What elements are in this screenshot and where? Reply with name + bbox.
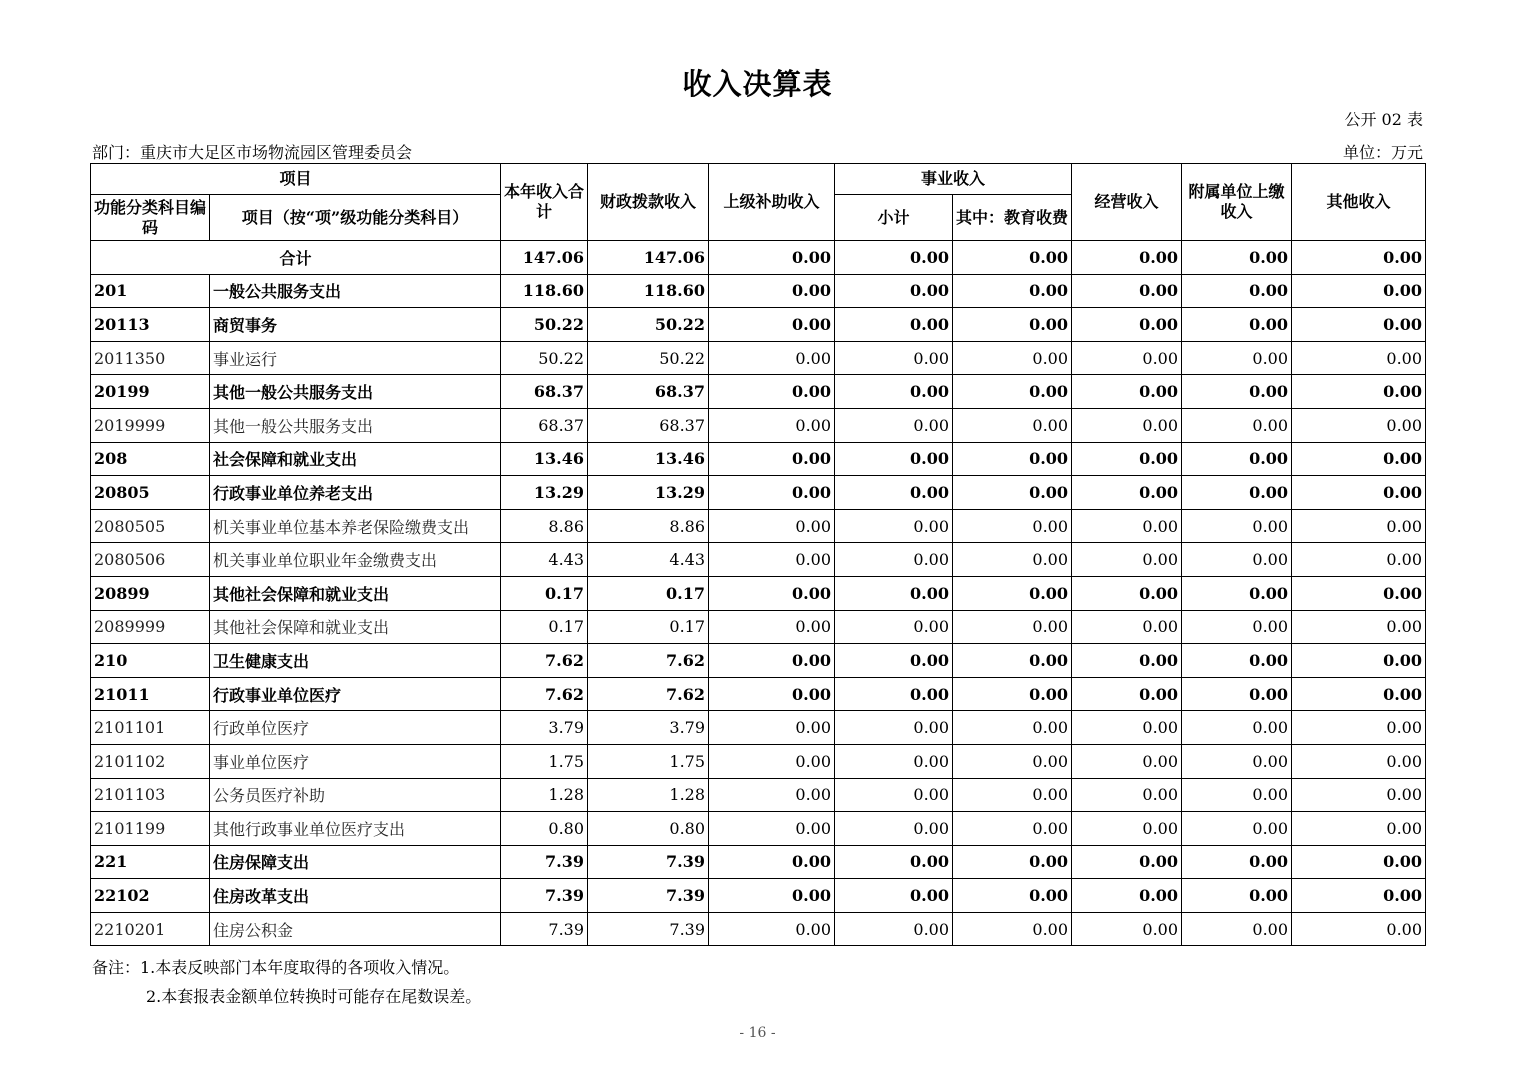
table-row (91, 509, 1426, 543)
row-value: 0.00 (1292, 442, 1426, 476)
row-code: 22102 (91, 879, 210, 913)
row-value: 0.00 (953, 274, 1072, 308)
row-value: 1.28 (588, 778, 709, 812)
table-body (91, 241, 1426, 946)
row-value: 0.00 (709, 778, 835, 812)
table-row (91, 845, 1426, 879)
row-value: 0.00 (1292, 744, 1426, 778)
row-value: 0.00 (835, 677, 953, 711)
row-value: 0.00 (1072, 543, 1182, 577)
row-value: 7.39 (501, 912, 588, 946)
total-cell: 0.00 (709, 241, 835, 275)
row-value: 0.00 (835, 576, 953, 610)
row-value: 0.00 (835, 845, 953, 879)
row-code: 2210201 (91, 912, 210, 946)
row-name: 机关事业单位职业年金缴费支出 (210, 543, 501, 577)
row-value: 68.37 (501, 375, 588, 409)
row-value: 0.00 (953, 778, 1072, 812)
row-value: 0.00 (1292, 576, 1426, 610)
row-value: 0.00 (709, 375, 835, 409)
row-value: 3.79 (501, 711, 588, 745)
row-value: 0.00 (1072, 845, 1182, 879)
row-code: 2011350 (91, 341, 210, 375)
row-name: 卫生健康支出 (210, 644, 501, 678)
header-business: 事业收入 (835, 164, 1072, 195)
form-number: 公开 02 表 (1344, 110, 1423, 129)
row-value: 0.00 (1072, 879, 1182, 913)
header-fiscal: 财政拨款收入 (588, 164, 709, 241)
row-value: 0.00 (835, 341, 953, 375)
row-value: 0.00 (835, 509, 953, 543)
row-value: 0.80 (588, 812, 709, 846)
row-value: 0.00 (953, 341, 1072, 375)
row-value: 0.00 (1292, 711, 1426, 745)
row-value: 68.37 (588, 375, 709, 409)
row-code: 21011 (91, 677, 210, 711)
row-value: 0.00 (1292, 476, 1426, 510)
row-value: 13.46 (501, 442, 588, 476)
row-value: 0.00 (835, 744, 953, 778)
row-code: 20199 (91, 375, 210, 409)
row-code: 2101103 (91, 778, 210, 812)
row-code: 2089999 (91, 610, 210, 644)
row-value: 0.00 (953, 744, 1072, 778)
row-value: 50.22 (588, 308, 709, 342)
row-value: 0.00 (1072, 711, 1182, 745)
row-code: 210 (91, 644, 210, 678)
row-name: 住房公积金 (210, 912, 501, 946)
table-row (91, 408, 1426, 442)
row-value: 0.00 (953, 845, 1072, 879)
row-value: 0.00 (709, 744, 835, 778)
row-value: 0.00 (1182, 845, 1292, 879)
row-code: 20805 (91, 476, 210, 510)
table-row (91, 274, 1426, 308)
row-value: 0.00 (1072, 408, 1182, 442)
row-value: 0.00 (709, 509, 835, 543)
row-value: 0.00 (1182, 408, 1292, 442)
row-value: 7.62 (501, 677, 588, 711)
row-name: 社会保障和就业支出 (210, 442, 501, 476)
row-value: 0.00 (1292, 408, 1426, 442)
row-value: 0.00 (1292, 610, 1426, 644)
row-value: 0.00 (1072, 576, 1182, 610)
row-value: 0.00 (1072, 644, 1182, 678)
table-row (91, 610, 1426, 644)
row-value: 0.00 (1292, 812, 1426, 846)
row-value: 0.00 (709, 442, 835, 476)
table-row (91, 677, 1426, 711)
row-name: 一般公共服务支出 (210, 274, 501, 308)
total-cell: 0.00 (953, 241, 1072, 275)
page-number: - 16 - (739, 1025, 776, 1041)
row-name: 行政单位医疗 (210, 711, 501, 745)
row-value: 0.00 (1182, 912, 1292, 946)
row-value: 0.00 (1072, 744, 1182, 778)
row-value: 0.00 (1292, 543, 1426, 577)
row-value: 0.00 (709, 274, 835, 308)
row-value: 0.00 (1182, 778, 1292, 812)
row-value: 0.00 (953, 644, 1072, 678)
row-value: 0.00 (1072, 375, 1182, 409)
row-value: 0.00 (709, 543, 835, 577)
header-item: 项目 (91, 164, 501, 195)
total-cell: 147.06 (501, 241, 588, 275)
row-value: 0.17 (501, 610, 588, 644)
row-value: 0.00 (835, 543, 953, 577)
row-value: 0.00 (835, 912, 953, 946)
page-title: 收入决算表 (682, 67, 833, 101)
header-code: 功能分类科目编码 (91, 195, 210, 241)
row-name: 住房保障支出 (210, 845, 501, 879)
table-row (91, 308, 1426, 342)
row-value: 0.00 (1072, 812, 1182, 846)
row-code: 2080505 (91, 509, 210, 543)
row-value: 0.00 (835, 610, 953, 644)
table-row (91, 812, 1426, 846)
row-code: 20113 (91, 308, 210, 342)
table-row (91, 912, 1426, 946)
row-value: 0.17 (588, 576, 709, 610)
row-value: 50.22 (588, 341, 709, 375)
row-value: 50.22 (501, 308, 588, 342)
row-value: 0.00 (1292, 677, 1426, 711)
row-value: 13.29 (501, 476, 588, 510)
row-value: 0.00 (1182, 644, 1292, 678)
row-value: 7.62 (588, 677, 709, 711)
row-name: 公务员医疗补助 (210, 778, 501, 812)
row-value: 0.00 (1072, 778, 1182, 812)
row-value: 0.00 (1072, 308, 1182, 342)
row-value: 4.43 (588, 543, 709, 577)
row-value: 0.00 (1292, 778, 1426, 812)
row-value: 0.00 (953, 543, 1072, 577)
row-value: 0.00 (709, 912, 835, 946)
row-value: 8.86 (501, 509, 588, 543)
row-value: 1.75 (588, 744, 709, 778)
income-table (90, 163, 1426, 946)
row-value: 0.17 (588, 610, 709, 644)
note-1: 备注：1.本表反映部门本年度取得的各项收入情况。 (92, 958, 460, 977)
row-value: 0.00 (953, 476, 1072, 510)
row-value: 0.00 (1292, 308, 1426, 342)
table-row (91, 341, 1426, 375)
table-row (91, 576, 1426, 610)
row-value: 0.00 (709, 476, 835, 510)
row-value: 0.00 (1292, 509, 1426, 543)
total-label: 合计 (91, 241, 501, 275)
table-row (91, 744, 1426, 778)
row-value: 0.00 (709, 711, 835, 745)
row-value: 0.00 (835, 812, 953, 846)
row-value: 0.00 (953, 912, 1072, 946)
row-value: 0.00 (1182, 442, 1292, 476)
row-value: 68.37 (501, 408, 588, 442)
row-value: 118.60 (501, 274, 588, 308)
table-row (91, 879, 1426, 913)
row-value: 0.00 (709, 308, 835, 342)
unit-label: 单位：万元 (1342, 143, 1423, 162)
row-value: 7.39 (501, 845, 588, 879)
total-cell: 0.00 (835, 241, 953, 275)
row-value: 0.00 (953, 812, 1072, 846)
row-value: 0.00 (1292, 912, 1426, 946)
row-value: 0.00 (709, 812, 835, 846)
row-value: 0.00 (1292, 845, 1426, 879)
row-value: 0.00 (1182, 576, 1292, 610)
department-label: 部门：重庆市大足区市场物流园区管理委员会 (92, 143, 413, 162)
row-value: 0.00 (1182, 543, 1292, 577)
table-row (91, 711, 1426, 745)
row-value: 0.00 (835, 879, 953, 913)
row-value: 1.75 (501, 744, 588, 778)
row-value: 68.37 (588, 408, 709, 442)
row-value: 0.00 (953, 442, 1072, 476)
row-value: 13.46 (588, 442, 709, 476)
row-value: 8.86 (588, 509, 709, 543)
total-cell: 147.06 (588, 241, 709, 275)
header-upper-subsidy: 上级补助收入 (709, 164, 835, 241)
row-value: 0.00 (1182, 476, 1292, 510)
row-value: 0.00 (835, 408, 953, 442)
row-name: 其他社会保障和就业支出 (210, 576, 501, 610)
row-value: 1.28 (501, 778, 588, 812)
row-value: 0.00 (1182, 610, 1292, 644)
row-value: 0.00 (1072, 912, 1182, 946)
row-value: 0.00 (1292, 341, 1426, 375)
header-total: 本年收入合计 (501, 164, 588, 241)
row-value: 0.00 (1292, 879, 1426, 913)
row-value: 0.00 (1072, 274, 1182, 308)
row-value: 0.00 (835, 442, 953, 476)
row-name: 住房改革支出 (210, 879, 501, 913)
row-code: 2101199 (91, 812, 210, 846)
row-value: 118.60 (588, 274, 709, 308)
header-item-name: 项目（按“项”级功能分类科目） (210, 195, 501, 241)
row-name: 其他行政事业单位医疗支出 (210, 812, 501, 846)
row-value: 0.17 (501, 576, 588, 610)
row-value: 0.00 (835, 644, 953, 678)
row-code: 201 (91, 274, 210, 308)
row-value: 0.00 (709, 845, 835, 879)
row-name: 行政事业单位医疗 (210, 677, 501, 711)
total-row (91, 241, 1426, 275)
note-2: 2.本套报表金额单位转换时可能存在尾数误差。 (146, 987, 482, 1006)
row-name: 商贸事务 (210, 308, 501, 342)
row-value: 0.00 (953, 408, 1072, 442)
row-value: 7.62 (501, 644, 588, 678)
row-value: 13.29 (588, 476, 709, 510)
table-row (91, 644, 1426, 678)
row-value: 0.00 (1182, 274, 1292, 308)
row-value: 0.00 (953, 677, 1072, 711)
row-value: 0.00 (835, 711, 953, 745)
header-subtotal: 小计 (835, 195, 953, 241)
header-other: 其他收入 (1292, 164, 1426, 241)
row-code: 20899 (91, 576, 210, 610)
row-value: 0.00 (835, 308, 953, 342)
row-value: 0.00 (709, 677, 835, 711)
row-value: 0.00 (1072, 677, 1182, 711)
row-value: 0.00 (1072, 442, 1182, 476)
row-value: 0.00 (1072, 610, 1182, 644)
row-value: 0.00 (1182, 711, 1292, 745)
row-value: 0.00 (1292, 375, 1426, 409)
row-value: 0.00 (953, 308, 1072, 342)
row-value: 0.00 (953, 610, 1072, 644)
row-value: 0.00 (1072, 509, 1182, 543)
row-value: 0.00 (953, 375, 1072, 409)
total-cell: 0.00 (1182, 241, 1292, 275)
row-name: 其他一般公共服务支出 (210, 408, 501, 442)
row-value: 0.00 (953, 509, 1072, 543)
row-value: 0.00 (953, 711, 1072, 745)
row-value: 0.00 (835, 375, 953, 409)
header-education: 其中：教育收费 (953, 195, 1072, 241)
row-value: 7.39 (588, 912, 709, 946)
row-value: 7.39 (501, 879, 588, 913)
row-name: 机关事业单位基本养老保险缴费支出 (210, 509, 501, 543)
row-value: 0.00 (1182, 308, 1292, 342)
total-cell: 0.00 (1292, 241, 1426, 275)
total-cell: 0.00 (1072, 241, 1182, 275)
row-value: 0.00 (1292, 274, 1426, 308)
row-value: 0.00 (709, 341, 835, 375)
row-code: 2101101 (91, 711, 210, 745)
row-value: 0.00 (709, 879, 835, 913)
row-value: 7.39 (588, 879, 709, 913)
row-value: 0.00 (1292, 644, 1426, 678)
row-value: 0.00 (1182, 744, 1292, 778)
row-value: 0.00 (1072, 341, 1182, 375)
row-code: 208 (91, 442, 210, 476)
row-value: 0.00 (1182, 879, 1292, 913)
row-value: 7.62 (588, 644, 709, 678)
row-value: 50.22 (501, 341, 588, 375)
row-value: 0.00 (1182, 375, 1292, 409)
header-affiliated: 附属单位上缴收入 (1182, 164, 1292, 241)
row-value: 0.00 (1182, 341, 1292, 375)
table-row (91, 375, 1426, 409)
table-row (91, 778, 1426, 812)
row-name: 事业运行 (210, 341, 501, 375)
row-value: 0.00 (709, 576, 835, 610)
row-code: 2019999 (91, 408, 210, 442)
row-value: 0.00 (835, 476, 953, 510)
row-name: 事业单位医疗 (210, 744, 501, 778)
row-value: 0.00 (1182, 812, 1292, 846)
row-name: 其他社会保障和就业支出 (210, 610, 501, 644)
row-value: 7.39 (588, 845, 709, 879)
header-operating: 经营收入 (1072, 164, 1182, 241)
table-row (91, 543, 1426, 577)
row-value: 3.79 (588, 711, 709, 745)
row-value: 0.00 (709, 408, 835, 442)
row-value: 0.00 (1182, 677, 1292, 711)
row-value: 0.00 (1072, 476, 1182, 510)
row-value: 0.80 (501, 812, 588, 846)
row-code: 2101102 (91, 744, 210, 778)
row-value: 0.00 (835, 274, 953, 308)
row-name: 其他一般公共服务支出 (210, 375, 501, 409)
row-code: 221 (91, 845, 210, 879)
table-row (91, 476, 1426, 510)
row-value: 0.00 (835, 778, 953, 812)
row-code: 2080506 (91, 543, 210, 577)
row-value: 0.00 (709, 644, 835, 678)
row-value: 0.00 (1182, 509, 1292, 543)
row-value: 0.00 (953, 879, 1072, 913)
row-value: 0.00 (953, 576, 1072, 610)
row-value: 0.00 (709, 610, 835, 644)
row-name: 行政事业单位养老支出 (210, 476, 501, 510)
table-row (91, 442, 1426, 476)
row-value: 4.43 (501, 543, 588, 577)
